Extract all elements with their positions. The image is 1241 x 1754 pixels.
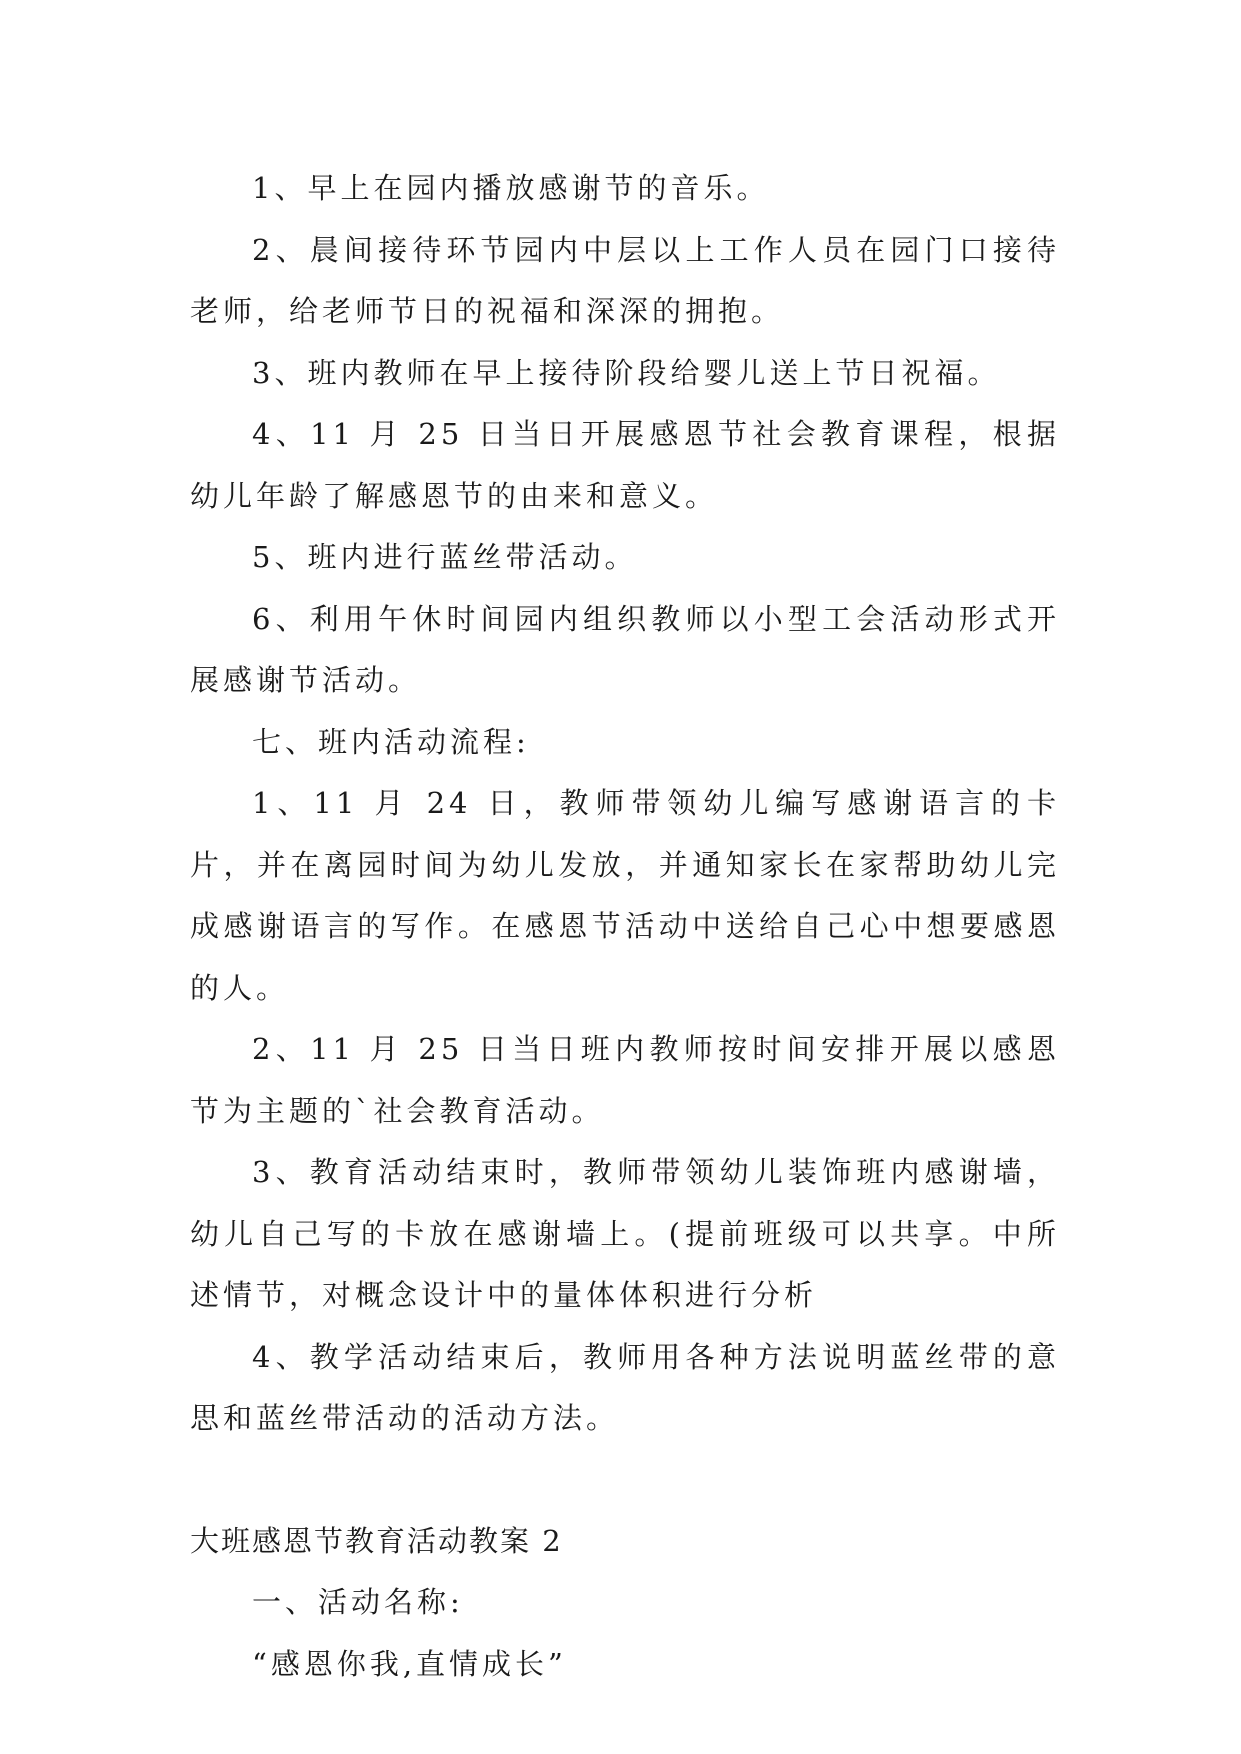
paragraph-9: 2、11 月 25 日当日班内教师按时间安排开展以感恩节为主题的`社会教育活动。 [190,1032,1060,1128]
paragraph-6: 6、利用午休时间园内组织教师以小型工会活动形式开展感谢节活动。 [190,601,1060,697]
paragraph-10: 3、教育活动结束时，教师带领幼儿装饰班内感谢墙，幼儿自己写的卡放在感谢墙上。(提前班级可以共享。中所述情节，对概念设计中的量体体积进行分析 [190,1155,1060,1312]
paragraph-11: 4、教学活动结束后，教师用各种方法说明蓝丝带的意思和蓝丝带活动的活动方法。 [190,1339,1060,1435]
paragraph-2: 2、晨间接待环节园内中层以上工作人员在园门口接待老师，给老师节日的祝福和深深的拥抱。 [190,232,1060,328]
paragraph-7: 七、班内活动流程: [252,724,530,759]
section-title: 大班感恩节教育活动教案 2 [190,1523,563,1558]
paragraph-5: 5、班内进行蓝丝带活动。 [252,540,638,574]
document-body [190,158,1060,1695]
paragraph-8: 1、11 月 24 日，教师带领幼儿编写感谢语言的卡片，并在离园时间为幼儿发放，并通知家长在家帮助幼儿完成感谢语言的写作。在感恩节活动中送给自己心中想要感恩的人。 [190,786,1060,1005]
paragraph-1: 1、早上在园内播放感谢节的音乐。 [252,171,770,205]
section-paragraph-1: 一、活动名称: [252,1585,464,1619]
section-paragraph-2: “感恩你我,直情成长” [252,1646,567,1681]
paragraph-4: 4、11 月 25 日当日开展感恩节社会教育课程，根据幼儿年龄了解感恩节的由来和意义。 [190,417,1060,513]
paragraph-3: 3、班内教师在早上接待阶段给婴儿送上节日祝福。 [252,355,1001,390]
